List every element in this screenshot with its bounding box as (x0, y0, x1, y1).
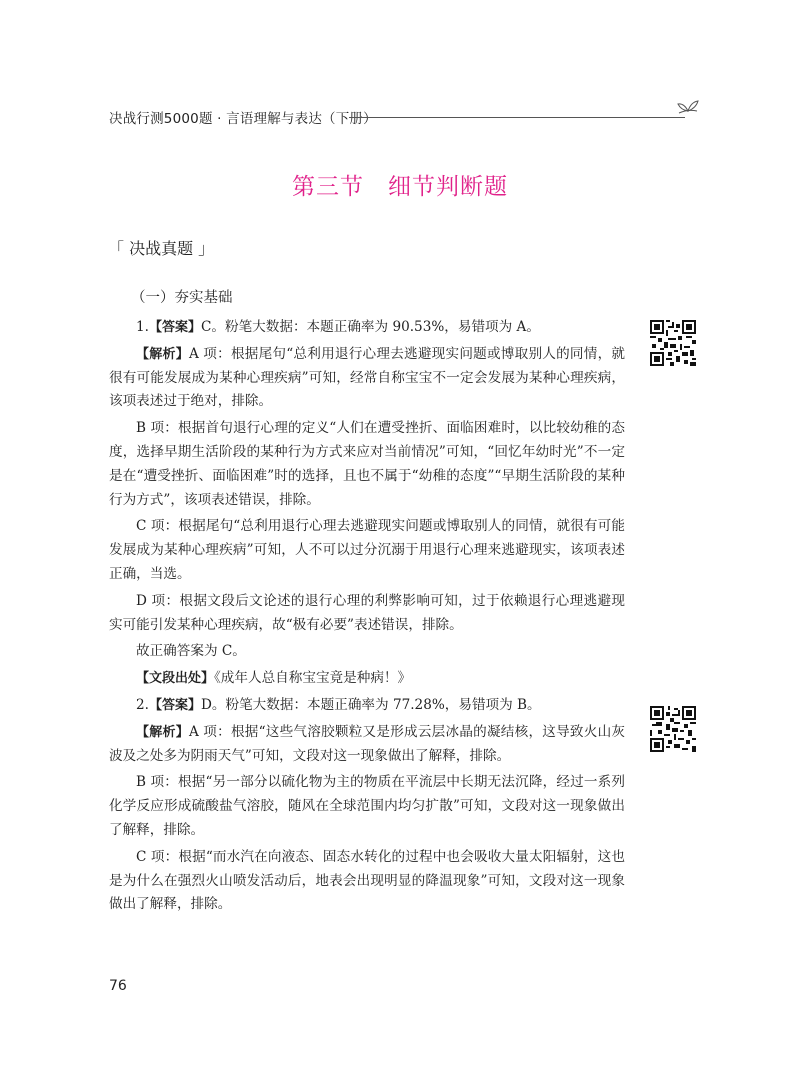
qr-code-icon[interactable] (650, 320, 696, 366)
q2-analysis-a (109, 721, 625, 769)
analysis-text: A 项：根据尾句“总利用退行心理去逃避现实问题或博取别人的同情，就很有可能发展成为某种心理疾病”可知，经常自称宝宝不一定会发展为某种心理疾病，该项表述过于绝对，排除。 (109, 345, 625, 410)
question-number: 1. (136, 319, 149, 335)
q1-source (109, 667, 625, 691)
q1-answer-line (109, 316, 625, 340)
source-label: 【文段出处】 (136, 671, 215, 687)
analysis-label: 【解析】 (136, 346, 189, 362)
q1-analysis-b: B 项：根据首句退行心理的定义“人们在遭受挫折、面临困难时，以比较幼稚的态度，选择早期生活阶段的某种行为方式来应对当前情况”可知，“回忆年幼时光”不一定是在“遭受挫折、面临困难”时的选择，且也不属于“幼稚的态度”“早期生活阶段的某种行为方式”，该项表述错误，排除。 (109, 420, 625, 508)
page-number: 76 (109, 978, 127, 994)
book-title: 决战行测5000题 · 言语理解与表达（下册） (109, 107, 383, 127)
source-text: 《成年人总自称宝宝竟是种病！》 (214, 670, 412, 687)
answer-content (109, 316, 625, 917)
answer-text: D。粉笔大数据：本题正确率为 77.28%，易错项为 B。 (201, 696, 541, 713)
question-number: 2. (136, 696, 149, 713)
q1-analysis-c: C 项：根据尾句“总利用退行心理去逃避现实问题或博取别人的同情，就很有可能发展成为某种心理疾病”可知，人不可以过分沉溺于用退行心理来逃避现实，该项表述正确，当选。 (109, 518, 625, 582)
analysis-text: A 项：根据“这些气溶胶颗粒又是形成云层冰晶的凝结核，这导致火山灰波及之处多为阴雨天气”可知，文段对这一现象做出了解释，排除。 (109, 723, 625, 764)
running-header (109, 105, 699, 129)
answer-text: C。粉笔大数据：本题正确率为 90.53%，易错项为 A。 (201, 319, 540, 335)
q2-answer-line (109, 694, 625, 718)
qr-code-icon[interactable] (650, 706, 696, 752)
q1-analysis-a (109, 343, 625, 414)
section-title: 第三节 细节判断题 (292, 174, 508, 200)
answer-label: 【答案】 (148, 697, 201, 713)
analysis-label: 【解析】 (136, 724, 189, 740)
sprout-icon (677, 97, 699, 119)
section-tag: 「 决战真题 」 (108, 239, 215, 258)
q2-analysis-b: B 项：根据“另一部分以硫化物为主的物质在平流层中长期无法沉降，经过一系列化学反应形成硫酸盐气溶胶，随风在全球范围内均匀扩散”可知，文段对这一现象做出了解释，排除。 (109, 774, 625, 838)
subsection-title: （一）夯实基础 (131, 290, 233, 306)
q1-analysis-d: D 项：根据文段后文论述的退行心理的利弊影响可知，过于依赖退行心理逃避现实可能引发某种心理疾病，故“极有必要”表述错误，排除。 (109, 592, 625, 633)
q1-conclusion: 故正确答案为 C。 (136, 643, 246, 660)
header-rule (349, 117, 685, 118)
q2-analysis-c: C 项：根据“而水汽在向液态、固态水转化的过程中也会吸收大量太阳辐射，这也是为什么在强烈火山喷发活动后，地表会出现明显的降温现象”可知，文段对这一现象做出了解释，排除。 (109, 848, 625, 913)
answer-label: 【答案】 (148, 320, 201, 335)
